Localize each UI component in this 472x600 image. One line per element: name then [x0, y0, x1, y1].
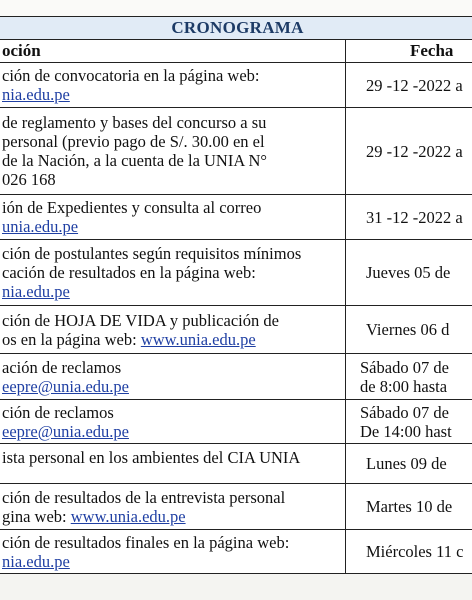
- web-link[interactable]: nia.edu.pe: [2, 282, 70, 301]
- activity-text: ción de resultados finales en la página web:: [2, 532, 290, 552]
- activity-cell: [0, 195, 346, 240]
- date-cell: [346, 63, 472, 108]
- date-column-header: Fecha: [346, 40, 472, 63]
- activity-cell: [0, 484, 346, 530]
- date-text: 29 -12 -2022 a: [366, 141, 463, 161]
- table-row: [0, 400, 472, 444]
- activity-text: cación de resultados en la página web:: [2, 263, 256, 282]
- date-text: Viernes 06 d: [366, 320, 450, 339]
- date-text: 29 -12 -2022 a: [366, 75, 463, 95]
- table-header-row: [0, 40, 472, 63]
- table-row: [0, 63, 472, 108]
- date-cell: [346, 354, 472, 400]
- activity-cell: [0, 240, 346, 306]
- date-cell: [346, 240, 472, 306]
- date-text: Sábado 07 de: [360, 402, 449, 422]
- date-text: de 8:00 hasta: [360, 376, 448, 396]
- email-link[interactable]: eepre@unia.edu.pe: [2, 376, 129, 396]
- activity-cell: [0, 530, 346, 574]
- activity-text: ción de convocatoria en la página web:: [2, 66, 260, 85]
- date-text: Jueves 05 de: [366, 263, 451, 282]
- activity-text: personal (previo pago de S/. 30.00 en el: [2, 132, 265, 151]
- activity-cell: [0, 400, 346, 444]
- date-text: Lunes 09 de: [366, 454, 447, 473]
- web-link[interactable]: www.unia.edu.pe: [140, 329, 256, 349]
- table-row: [0, 195, 472, 240]
- activity-text: ación de reclamos: [2, 357, 122, 377]
- table-title-row: [0, 17, 472, 40]
- activity-text: ista personal en los ambientes del CIA UNIA: [2, 448, 301, 467]
- table-row: [0, 484, 472, 530]
- activity-text: ción de postulantes según requisitos mínimos: [2, 244, 302, 263]
- web-link[interactable]: nia.edu.pe: [2, 85, 70, 104]
- activity-text: gina web: www.unia.edu.pe: [2, 506, 186, 526]
- date-text: Miércoles 11 c: [366, 542, 464, 561]
- activity-cell: [0, 108, 346, 195]
- date-cell: [346, 306, 472, 354]
- date-cell: [346, 195, 472, 240]
- activity-cell: [0, 306, 346, 354]
- date-cell: [346, 400, 472, 444]
- activity-cell: [0, 444, 346, 484]
- table-row: [0, 108, 472, 195]
- activity-text: ción de HOJA DE VIDA y publicación de: [2, 310, 279, 330]
- date-text: Martes 10 de: [366, 497, 453, 516]
- activity-text: de la Nación, a la cuenta de la UNIA N°: [2, 151, 267, 170]
- activity-text: os en la página web: www.unia.edu.pe: [2, 329, 256, 349]
- table-title: CRONOGRAMA: [0, 17, 472, 40]
- date-cell: [346, 444, 472, 484]
- table-row: [0, 530, 472, 574]
- table-row: [0, 306, 472, 354]
- activity-cell: [0, 354, 346, 400]
- activity-text: ión de Expedientes y consulta al correo: [2, 198, 262, 217]
- date-cell: [346, 484, 472, 530]
- email-link[interactable]: unia.edu.pe: [2, 217, 79, 236]
- email-link[interactable]: eepre@unia.edu.pe: [2, 421, 129, 441]
- date-cell: [346, 108, 472, 195]
- activity-text: ción de resultados de la entrevista personal: [2, 487, 286, 507]
- table-row: [0, 354, 472, 400]
- web-link[interactable]: nia.edu.pe: [2, 551, 70, 571]
- activity-cell: [0, 63, 346, 108]
- date-text: Sábado 07 de: [360, 357, 449, 377]
- date-text: De 14:00 hast: [360, 421, 452, 441]
- schedule-table: [0, 16, 472, 574]
- table-row: [0, 444, 472, 484]
- activity-column-header: oción: [0, 40, 346, 63]
- date-text: 31 -12 -2022 a: [366, 207, 463, 227]
- date-cell: [346, 530, 472, 574]
- table-row: [0, 240, 472, 306]
- activity-text: de reglamento y bases del concurso a su: [2, 113, 267, 132]
- activity-text: ción de reclamos: [2, 402, 114, 422]
- web-link[interactable]: www.unia.edu.pe: [70, 506, 186, 526]
- activity-text: 026 168: [2, 170, 56, 189]
